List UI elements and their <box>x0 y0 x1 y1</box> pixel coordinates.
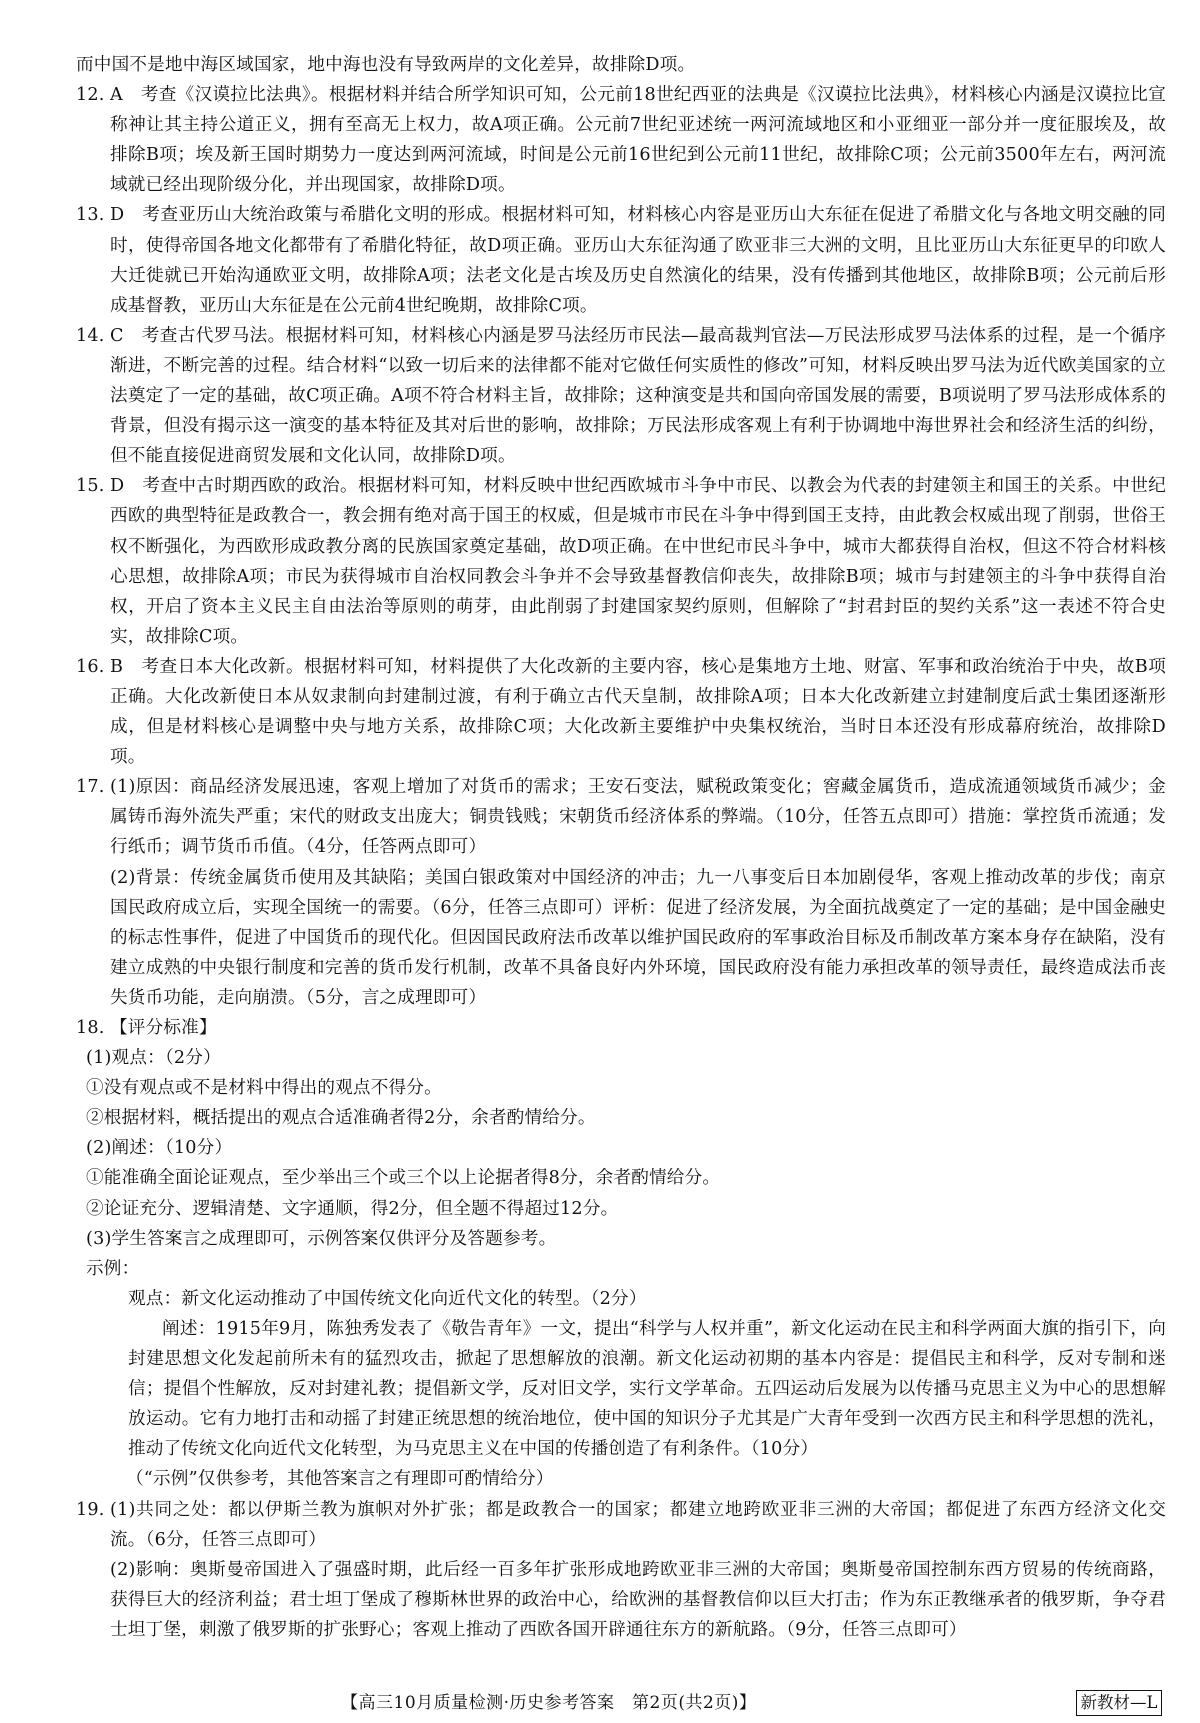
item-number: 14. <box>76 325 105 346</box>
page-footer <box>0 1690 1200 1716</box>
example-view: 观点：新文化运动推动了中国传统文化向近代文化的转型。（2分） <box>128 1288 647 1309</box>
scoring-line: ①没有观点或不是材料中得出的观点不得分。 <box>86 1078 442 1099</box>
scoring-line: (2)阐述：（10分） <box>86 1138 233 1159</box>
item-number: 16. <box>76 656 105 677</box>
item-text: D 考查中古时期西欧的政治。根据材料可知，材料反映中世纪西欧城市斗争中市民、以教会为代表的封建领主和国王的关系。中世纪西欧的典型特征是政教合一，教会拥有绝对高于国王的权威，但是城市市民在斗争中得到国王支持，由此教会权威出现了削弱，世俗王权不断强化，为西欧形成政教分离的民族国家奠定基础，故D项正确。在中世纪市民斗争中，城市大都获得自治权，但这不符合材料核心思想，故排除A项；市民为获得城市自治权同教会斗争并不会导致基督教信仰丧失，故排除B项；城市与封建领主的斗争中获得自治权，开启了资本主义民主自由法治等原则的萌芽，由此削弱了封建国家契约原则，但解除了“封君封臣的契约关系”这一表述不符合史实，故排除C项。 <box>110 476 1166 647</box>
item-paragraph: (2)影响：奥斯曼帝国进入了强盛时期，此后经一百多年扩张形成地跨欧亚非三洲的大帝国；奥斯曼帝国控制东西方贸易的传统商路，获得巨大的经济利益；君士坦丁堡成了穆斯林世界的政治中心，给欧洲的基督教信仰以巨大打击；作为东正教继承者的俄罗斯，争夺君士坦丁堡，刺激了俄罗斯的扩张野心；客观上推动了西欧各国开辟通往东方的新航路。（9分，任答三点即可） <box>110 1559 1166 1640</box>
item-text: D 考查亚历山大统治政策与希腊化文明的形成。根据材料可知，材料核心内容是亚历山大东征在促进了希腊文化与各地文明交融的同时，使得帝国各地文化都带有了希腊化特征，故D项正确。亚历山大东征沟通了欧亚非三大洲的文明，且比亚历山大东征更早的印欧人大迁徙就已开始沟通欧亚文明，故排除A项；法老文化是古埃及历史自然演化的结果，没有传播到其他地区，故排除B项；公元前后形成基督教，亚历山大东征是在公元前4世纪晚期，故排除C项。 <box>110 205 1166 316</box>
answer-17 <box>76 772 1166 1013</box>
scoring-line: ②论证充分、逻辑清楚、文字通顺，得2分，但全题不得超过12分。 <box>86 1198 619 1219</box>
example-note: （“示例”仅供参考，其他答案言之有理即可酌情给分） <box>126 1469 554 1490</box>
answer-12 <box>76 80 1166 200</box>
item-text: A 考查《汉谟拉比法典》。根据材料并结合所学知识可知，公元前18世纪西亚的法典是《汉谟拉比法典》，材料核心内涵是汉谟拉比宣称神让其主持公道正义，拥有至高无上权力，故A项正确。公元前7世纪亚述统一两河流域地区和小亚细亚一部分并一度征服埃及，故排除B项；埃及新王国时期势力一度达到两河流域，时间是公元前16世纪到公元前11世纪，故排除C项；公元前3500年左右，两河流域就已经出现阶级分化，并出现国家，故排除D项。 <box>110 85 1166 196</box>
scoring-line: 示例： <box>86 1258 140 1279</box>
item-paragraph: (2)背景：传统金属货币使用及其缺陷；美国白银政策对中国经济的冲击；九一八事变后日本加剧侵华，客观上推动改革的步伐；南京国民政府成立后，实现全国统一的需要。（6分，任答三点即可）评析：促进了经济发展，为全面抗战奠定了一定的基础；是中国金融史的标志性事件，促进了中国货币的现代化。但因国民政府法币改革以维护国民政府的军事政治目标及币制改革方案本身存在缺陷，没有建立成熟的中央银行制度和完善的货币发行机制，改革不具备良好内外环境，国民政府没有能力承担改革的领导责任，最终造成法币丧失货币功能，走向崩溃。（5分，言之成理即可） <box>110 867 1166 1008</box>
item-number: 19. <box>76 1499 105 1520</box>
scoring-line: (3)学生答案言之成理即可，示例答案仅供评分及答题参考。 <box>86 1228 557 1249</box>
item-number: 15. <box>76 476 105 497</box>
answer-18 <box>76 1013 1166 1043</box>
answer-15 <box>76 471 1166 652</box>
item-paragraph: (1)原因：商品经济发展迅速，客观上增加了对货币的需求；王安石变法，赋税政策变化；窖藏金属货币，造成流通领域货币减少；金属铸币海外流失严重；宋代的财政支出庞大；铜贵钱贱；宋朝货币经济体系的弊端。（10分，任答五点即可）措施：掌控货币流通；发行纸币；调节货币币值。（4分，任答两点即可） <box>110 777 1166 858</box>
item-number: 12. <box>76 85 105 106</box>
answer-14 <box>76 321 1166 471</box>
item-number: 17. <box>76 777 105 798</box>
item-paragraph: (1)共同之处：都以伊斯兰教为旗帜对外扩张；都是政教合一的国家；都建立地跨欧亚非三洲的大帝国；都促进了东西方经济文化交流。（6分，任答三点即可） <box>110 1499 1166 1550</box>
intro-line: 而中国不是地中海区域国家，地中海也没有导致两岸的文化差异，故排除D项。 <box>76 55 696 75</box>
answer-page <box>76 50 1166 1645</box>
item-text: C 考查古代罗马法。根据材料可知，材料核心内涵是罗马法经历市民法—最高裁判官法—万民法形成罗马法体系的过程，是一个循序渐进，不断完善的过程。结合材料“以致一切后来的法律都不能对它做任何实质性的修改”可知，材料反映出罗马法为近代欧美国家的立法奠定了一定的基础，故C项正确。A项不符合材料主旨，故排除；这种演变是共和国向帝国发展的需要，B项说明了罗马法形成体系的背景，但没有揭示这一演变的基本特征及其对后世的影响，故排除；万民法形成客观上有利于协调地中海世界社会和经济生活的纠纷，但不能直接促进商贸发展和文化认同，故排除D项。 <box>110 325 1166 467</box>
scoring-line: ②根据材料，概括提出的观点合适准确者得2分，余者酌情给分。 <box>86 1108 596 1129</box>
edition-tag: 新教材—L <box>1076 1690 1162 1716</box>
item-text: B 考查日本大化改新。根据材料可知，材料提供了大化改新的主要内容，核心是集地方土地、财富、军事和政治统治于中央，故B项正确。大化改新使日本从奴隶制向封建制过渡，有利于确立古代天皇制，故排除A项；日本大化改新建立封建制度后武士集团逐渐形成，但是材料核心是调整中央与地方关系，故排除C项；大化改新主要维护中央集权统治，当时日本还没有形成幕府统治，故排除D项。 <box>110 656 1166 768</box>
scoring-line: ①能准确全面论证观点，至少举出三个或三个以上论据者得8分，余者酌情给分。 <box>86 1168 721 1189</box>
answer-19 <box>76 1495 1166 1645</box>
answer-13 <box>76 200 1166 320</box>
example-body: 阐述：1915年9月，陈独秀发表了《敬告青年》一文，提出“科学与人权并重”，新文化运动在民主和科学两面大旗的指引下，向封建思想文化发起前所未有的猛烈攻击，掀起了思想解放的浪潮。新文化运动初期的基本内容是：提倡民主和科学，反对专制和迷信；提倡个性解放，反对封建礼教；提倡新文学，反对旧文学，实行文学革命。五四运动后发展为以传播马克思主义为中心的思想解放运动。它有力地打击和动摇了封建正统思想的统治地位，使中国的知识分子尤其是广大青年受到一次西方民主和科学思想的洗礼，推动了传统文化向近代文化转型，为马克思主义在中国的传播创造了有利条件。（10分） <box>128 1318 1166 1460</box>
item-number: 13. <box>76 205 105 226</box>
footer-title: 【高三10月质量检测·历史参考答案 第2页(共2页)】 <box>341 1693 757 1713</box>
scoring-line: (1)观点：（2分） <box>86 1048 221 1069</box>
answer-16 <box>76 652 1166 772</box>
scoring-title: 【评分标准】 <box>110 1018 217 1038</box>
item-number: 18. <box>76 1018 105 1038</box>
